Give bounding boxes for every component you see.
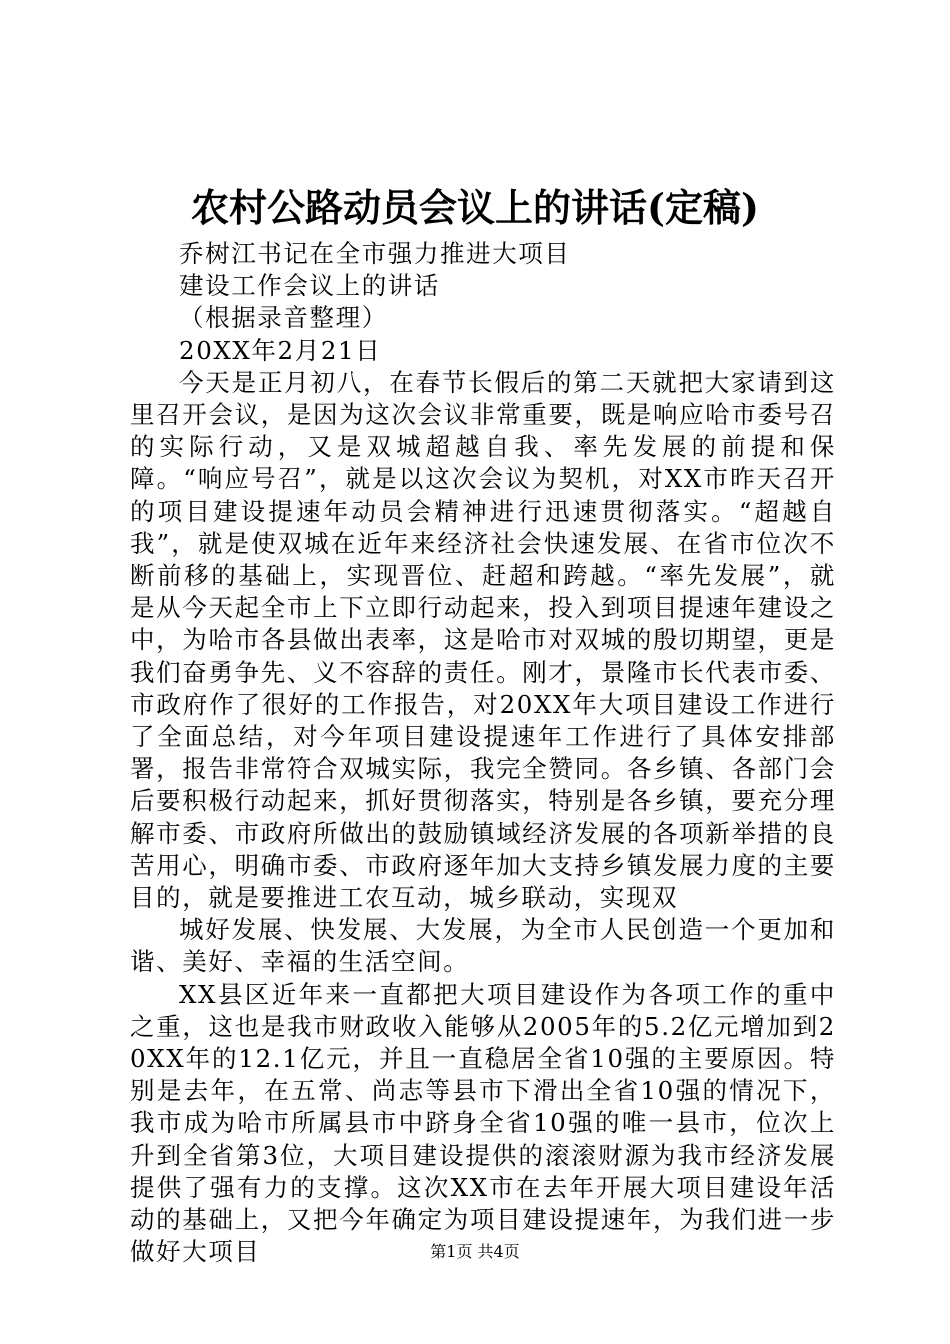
paragraph-3: XX县区近年来一直都把大项目建设作为各项工作的重中之重，这也是我市财政收入能够从2005年的5.2亿元增加到20XX年的12.1亿元，并且一直稳居全省10强的主要原因。特别是去年，在五常、尚志等县市下滑出全省10强的情况下，我市成为哈市所属县市中跻身全省10强的唯一县市，位次上升到全省第3位，大项目建设提供的滚滚财源为我市经济发展提供了强有力的支撑。这次XX市在去年开展大项目建设年活动的基础上，又把今年确定为项目建设提速年，为我们进一步做好大项目 (130, 979, 836, 1267)
document-body (130, 238, 836, 1269)
header-line-3: （根据录音整理） (179, 303, 388, 333)
header-line-1: 乔树江书记在全市强力推进大项目 (179, 239, 571, 268)
header-line-date: 20XX年2月21日 (179, 335, 382, 365)
document-title: 农村公路动员会议上的讲话(定稿) (191, 185, 759, 230)
page-footer: 第1页 共4页 (430, 1242, 520, 1261)
paragraph-2: 城好发展、快发展、大发展，为全市人民创造一个更加和谐、美好、幸福的生活空间。 (130, 915, 836, 977)
paragraph-1: 今天是正月初八，在春节长假后的第二天就把大家请到这里召开会议，是因为这次会议非常重要，既是响应哈市委号召的实际行动，又是双城超越自我、率先发展的前提和保障。“响应号召”，就是以这次会议为契机，对XX市昨天召开的项目建设提速年动员会精神进行迅速贯彻落实。“超越自我”，就是使双城在近年来经济社会快速发展、在省市位次不断前移的基础上，实现晋位、赶超和跨越。“率先发展”，就是从今天起全市上下立即行动起来，投入到项目提速年建设之中，为哈市各县做出表率，这是哈市对双城的殷切期望，更是我们奋勇争先、义不容辞的责任。刚才，景隆市长代表市委、市政府作了很好的工作报告，对20XX年大项目建设工作进行了全面总结，对今年项目建设提速年工作进行了具体安排部署，报告非常符合双城实际，我完全赞同。各乡镇、各部门会后要积极行动起来，抓好贯彻落实，特别是各乡镇，要充分理解市委、市政府所做出的鼓励镇域经济发展的各项新举措的良苦用心，明确市委、市政府逐年加大支持乡镇发展力度的主要目的，就是要推进工农互动，城乡联动，实现双 (130, 367, 836, 913)
header-line-2: 建设工作会议上的讲话 (179, 271, 440, 301)
